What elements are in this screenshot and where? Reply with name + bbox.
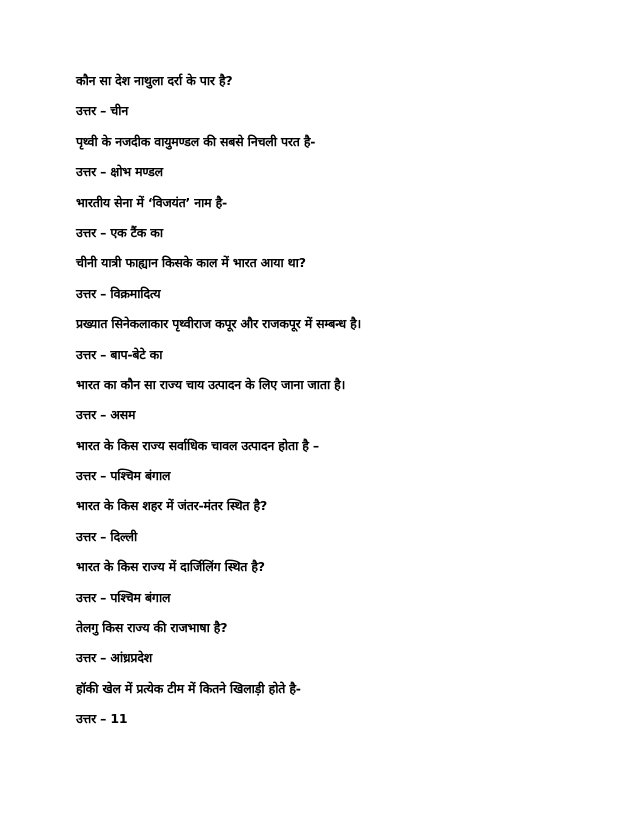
question-9: भारत के किस राज्य में दार्जिलिंग स्थित है? xyxy=(76,559,265,575)
answer-10: उत्तर – आंध्रप्रदेश xyxy=(76,650,153,666)
question-1: कौन सा देश नाथुला दर्रा के पार है? xyxy=(76,73,233,88)
question-7: भारत के किस राज्य सर्वाधिक चावल उत्पादन होता है – xyxy=(76,437,319,453)
question-4: चीनी यात्री फाह्यान किसके काल में भारत आया था? xyxy=(76,255,306,271)
answer-11: उत्तर – 11 xyxy=(76,711,128,727)
answer-6: उत्तर – असम xyxy=(76,407,136,423)
question-5: प्रख्यात सिनेकलाकार पृथ्वीराज कपूर और राजकपूर में सम्बन्ध है। xyxy=(76,316,362,332)
question-2: पृथ्वी के नजदीक वायुमण्डल की सबसे निचली परत है- xyxy=(76,133,316,149)
qa-list xyxy=(76,66,606,735)
answer-8: उत्तर – दिल्ली xyxy=(76,528,137,544)
question-10: तेलगु किस राज्य की राजभाषा है? xyxy=(76,620,228,636)
answer-2: उत्तर – क्षोभ मण्डल xyxy=(76,164,163,180)
answer-3: उत्तर – एक टैंक का xyxy=(76,224,163,240)
question-8: भारत के किस शहर में जंतर-मंतर स्थित है? xyxy=(76,498,268,514)
answer-1: उत्तर – चीन xyxy=(76,103,129,119)
question-6: भारत का कौन सा राज्य चाय उत्पादन के लिए जाना जाता है। xyxy=(76,376,346,392)
answer-4: उत्तर – विक्रमादित्य xyxy=(76,285,161,301)
question-11: हॉकी खेल में प्रत्येक टीम में कितने खिलाड़ी होते है- xyxy=(76,680,301,696)
answer-7: उत्तर – पश्चिम बंगाल xyxy=(76,468,171,484)
question-3: भारतीय सेना में ‘विजयंत’ नाम है- xyxy=(76,194,228,210)
answer-5: उत्तर – बाप-बेटे का xyxy=(76,346,163,362)
answer-9: उत्तर – पश्चिम बंगाल xyxy=(76,589,171,605)
